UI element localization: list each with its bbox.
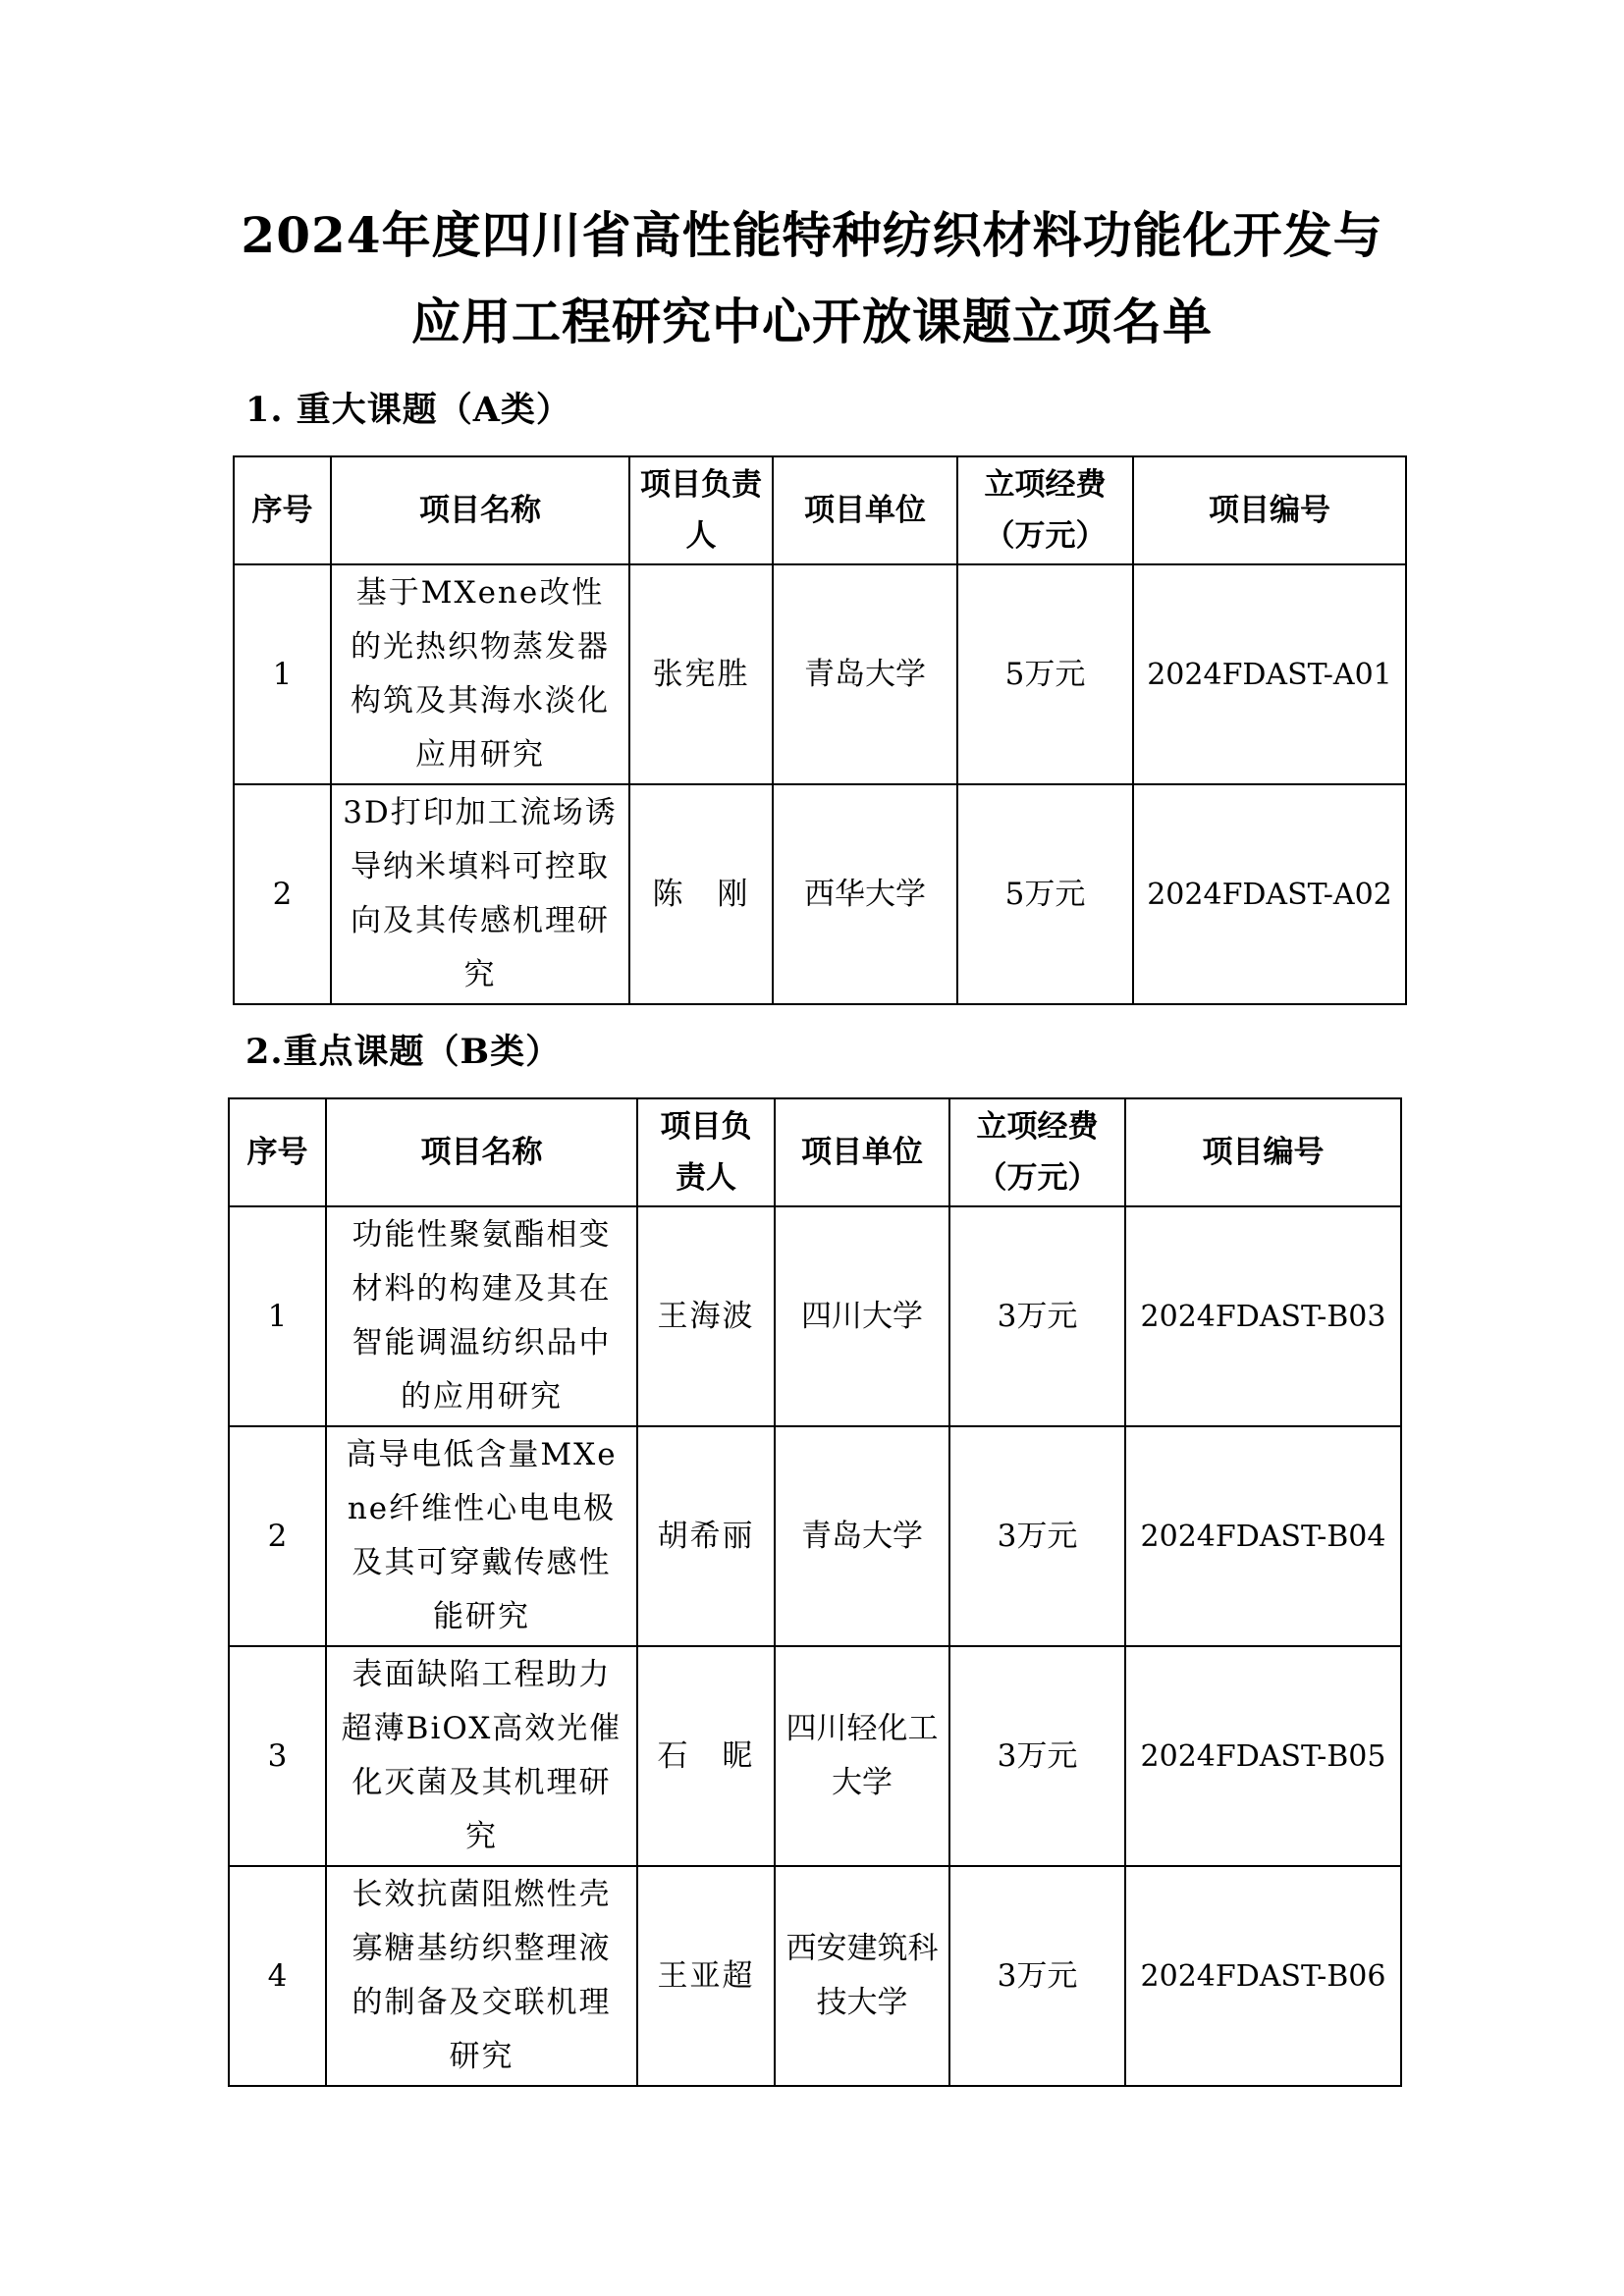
- project-funding: 5万元: [957, 784, 1133, 1004]
- table-row: [234, 784, 1406, 1004]
- project-code: 2024FDAST-B03: [1125, 1206, 1401, 1426]
- project-name: 长效抗菌阻燃性壳寡糖基纺织整理液的制备及交联机理研究: [326, 1866, 637, 2086]
- column-header-leader: 项目负责人: [629, 456, 773, 564]
- major-projects-table: [233, 455, 1407, 1005]
- project-name: 功能性聚氨酯相变材料的构建及其在智能调温纺织品中的应用研究: [326, 1206, 637, 1426]
- section-heading-key: 2.重点课题（B类）: [245, 1032, 562, 1072]
- column-header-funding: 立项经费（万元）: [949, 1098, 1125, 1206]
- key-projects-table: [228, 1097, 1402, 2087]
- row-number: 2: [234, 784, 331, 1004]
- column-header-no: 序号: [229, 1098, 326, 1206]
- project-unit: 青岛大学: [773, 564, 957, 784]
- project-leader: 张宪胜: [629, 564, 773, 784]
- column-header-leader: 项目负责人: [637, 1098, 775, 1206]
- column-header-unit: 项目单位: [773, 456, 957, 564]
- project-unit: 四川轻化工大学: [775, 1646, 949, 1866]
- project-unit: 西华大学: [773, 784, 957, 1004]
- project-code: 2024FDAST-A01: [1133, 564, 1406, 784]
- table-row: [229, 1866, 1401, 2086]
- column-header-code: 项目编号: [1133, 456, 1406, 564]
- document-title-line-1: 2024年度四川省高性能特种纺织材料功能化开发与: [241, 206, 1383, 264]
- project-funding: 5万元: [957, 564, 1133, 784]
- table-header-row: [229, 1098, 1401, 1206]
- project-leader: 王亚超: [637, 1866, 775, 2086]
- project-name: 表面缺陷工程助力超薄BiOX高效光催化灭菌及其机理研究: [326, 1646, 637, 1866]
- project-leader: 王海波: [637, 1206, 775, 1426]
- project-code: 2024FDAST-B06: [1125, 1866, 1401, 2086]
- project-leader: 陈 刚: [629, 784, 773, 1004]
- column-header-no: 序号: [234, 456, 331, 564]
- row-number: 4: [229, 1866, 326, 2086]
- column-header-name: 项目名称: [326, 1098, 637, 1206]
- row-number: 1: [229, 1206, 326, 1426]
- project-unit: 青岛大学: [775, 1426, 949, 1646]
- project-code: 2024FDAST-B04: [1125, 1426, 1401, 1646]
- table-row: [234, 564, 1406, 784]
- project-name: 3D打印加工流场诱导纳米填料可控取向及其传感机理研究: [331, 784, 629, 1004]
- column-header-funding: 立项经费（万元）: [957, 456, 1133, 564]
- project-funding: 3万元: [949, 1426, 1125, 1646]
- column-header-name: 项目名称: [331, 456, 629, 564]
- section-heading-major: 1. 重大课题（A类）: [245, 390, 571, 430]
- column-header-unit: 项目单位: [775, 1098, 949, 1206]
- project-funding: 3万元: [949, 1206, 1125, 1426]
- table-row: [229, 1206, 1401, 1426]
- table-header-row: [234, 456, 1406, 564]
- project-name: 基于MXene改性的光热织物蒸发器构筑及其海水淡化应用研究: [331, 564, 629, 784]
- project-leader: 石 昵: [637, 1646, 775, 1866]
- project-leader: 胡希丽: [637, 1426, 775, 1646]
- row-number: 2: [229, 1426, 326, 1646]
- row-number: 3: [229, 1646, 326, 1866]
- document-title-line-2: 应用工程研究中心开放课题立项名单: [411, 293, 1213, 350]
- table-row: [229, 1426, 1401, 1646]
- table-row: [229, 1646, 1401, 1866]
- project-funding: 3万元: [949, 1866, 1125, 2086]
- row-number: 1: [234, 564, 331, 784]
- project-unit: 四川大学: [775, 1206, 949, 1426]
- project-code: 2024FDAST-B05: [1125, 1646, 1401, 1866]
- project-name: 高导电低含量MXene纤维性心电电极及其可穿戴传感性能研究: [326, 1426, 637, 1646]
- project-unit: 西安建筑科技大学: [775, 1866, 949, 2086]
- project-funding: 3万元: [949, 1646, 1125, 1866]
- project-code: 2024FDAST-A02: [1133, 784, 1406, 1004]
- column-header-code: 项目编号: [1125, 1098, 1401, 1206]
